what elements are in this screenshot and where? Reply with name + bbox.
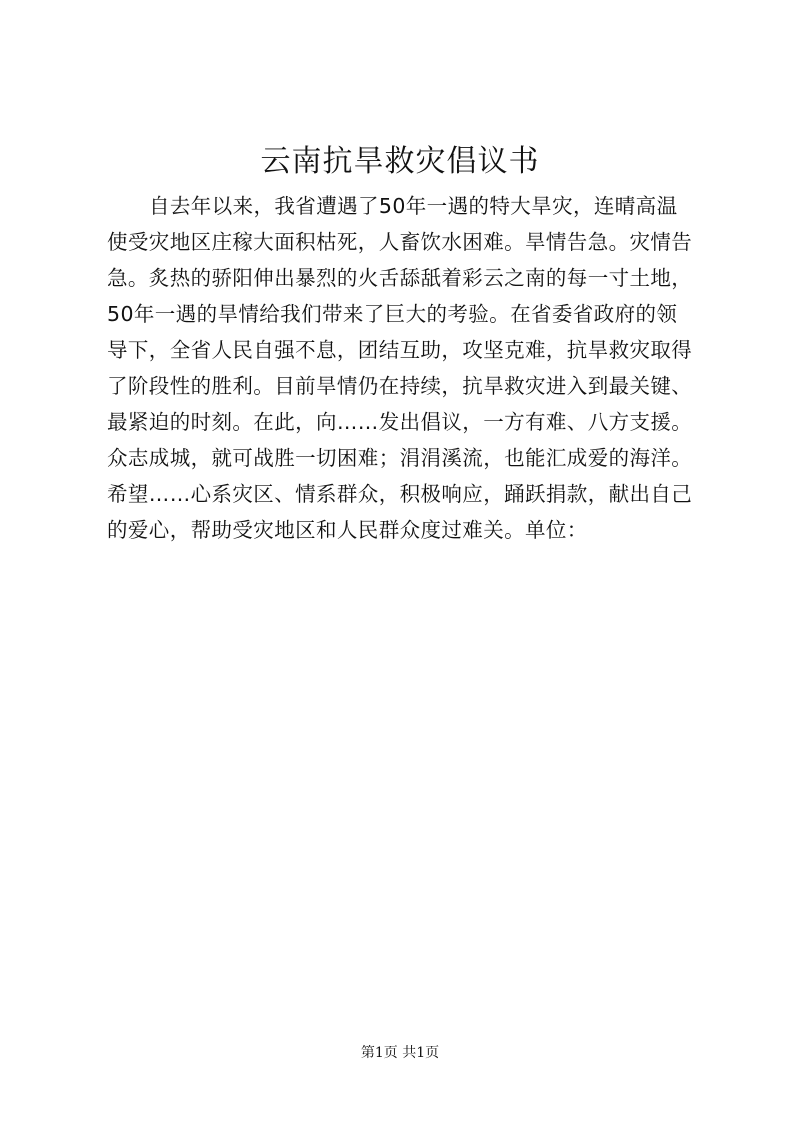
body-line: 50年一遇的旱情给我们带来了巨大的考验。在省委省政府的领 (107, 302, 678, 326)
body-line: 导下，全省人民自强不息，团结互助，攻坚克难，抗旱救灾取得 (107, 338, 693, 362)
body-line: 最紧迫的时刻。在此，向……发出倡议，一方有难、八方支援。 (107, 410, 693, 434)
document-body (107, 188, 707, 548)
body-line: 的爱心，帮助受灾地区和人民群众度过难关。单位： (107, 518, 588, 542)
body-line: 众志成城，就可战胜一切困难；涓涓溪流，也能汇成爱的海洋。 (107, 446, 693, 470)
body-line: 希望……心系灾区、情系群众，积极响应，踊跃捐款，献出自己 (107, 482, 693, 506)
body-line: 了阶段性的胜利。目前旱情仍在持续，抗旱救灾进入到最关键、 (107, 374, 693, 398)
document-title: 云南抗旱救灾倡议书 (260, 144, 540, 179)
body-line: 急。炙热的骄阳伸出暴烈的火舌舔舐着彩云之南的每一寸土地， (107, 266, 693, 290)
body-line: 自去年以来，我省遭遇了50年一遇的特大旱灾，连晴高温 (149, 194, 678, 218)
page-footer: 第1页 共1页 (360, 1045, 440, 1061)
body-line: 使受灾地区庄稼大面积枯死，人畜饮水困难。旱情告急。灾情告 (107, 230, 693, 254)
